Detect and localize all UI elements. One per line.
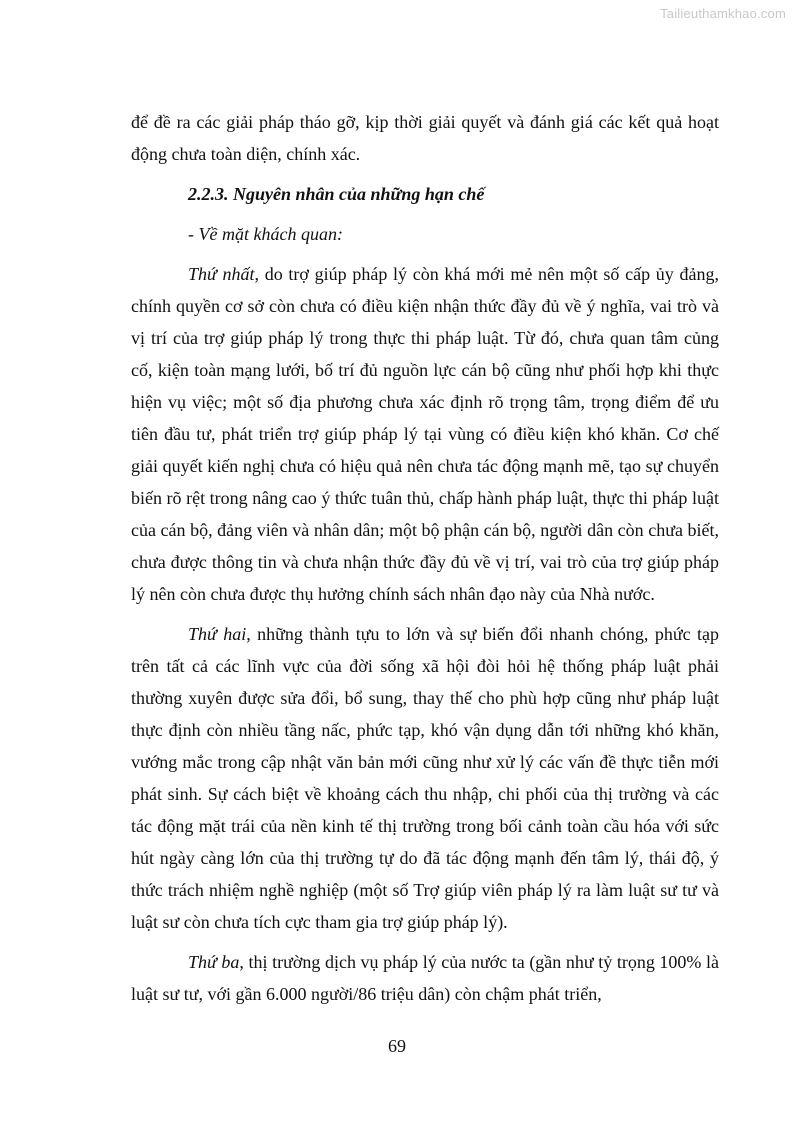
document-body [131,106,719,1018]
watermark: Tailieuthamkhao.com [660,6,786,21]
paragraph-first [131,258,719,610]
continuation-paragraph: để đề ra các giải pháp tháo gỡ, kịp thời giải quyết và đánh giá các kết quả hoạt động chưa toàn diện, chính xác. [131,112,719,164]
paragraph-text: , do trợ giúp pháp lý còn khá mới mẻ nên một số cấp ủy đảng, chính quyền cơ sở còn chưa có điều kiện nhận thức đầy đủ về ý nghĩa, vai trò và vị trí của trợ giúp pháp lý trong thực thi pháp luật. Từ đó, chưa quan tâm củng cố, kiện toàn mạng lưới, bố trí đủ nguồn lực cán bộ cũng như phối hợp khi thực hiện vụ việc; một số địa phương chưa xác định rõ trọng tâm, trọng điểm để ưu tiên đầu tư, phát triển trợ giúp pháp lý tại vùng có điều kiện khó khăn. Cơ chế giải quyết kiến nghị chưa có hiệu quả nên chưa tác động mạnh mẽ, tạo sự chuyển biến rõ rệt trong nâng cao ý thức tuân thủ, chấp hành pháp luật, thực thi pháp luật của cán bộ, đảng viên và nhân dân; một bộ phận cán bộ, người dân còn chưa biết, chưa được thông tin và chưa nhận thức đầy đủ về vị trí, vai trò của trợ giúp pháp lý nên còn chưa được thụ hưởng chính sách nhân đạo này của Nhà nước. [131,264,719,604]
paragraph-third [131,946,719,1010]
section-heading: 2.2.3. Nguyên nhân của những hạn chế [188,184,485,204]
paragraph-text: , thị trường dịch vụ pháp lý của nước ta (gần như tỷ trọng 100% là luật sư tư, với gần 6.000 người/86 triệu dân) còn chậm phát triển, [131,952,719,1004]
paragraph-second [131,618,719,938]
paragraph-text: , những thành tựu to lớn và sự biến đổi nhanh chóng, phức tạp trên tất cả các lĩnh vực của đời sống xã hội đòi hỏi hệ thống pháp luật phải thường xuyên được sửa đổi, bổ sung, thay thế cho phù hợp cũng như pháp luật thực định còn nhiều tầng nấc, phức tạp, khó vận dụng dẫn tới những khó khăn, vướng mắc trong cập nhật văn bản mới cũng như xử lý các vấn đề thực tiễn mới phát sinh. Sự cách biệt về khoảng cách thu nhập, chi phối của thị trường và các tác động mặt trái của nền kinh tế thị trường trong bối cảnh toàn cầu hóa với sức hút ngày càng lớn của thị trường tự do đã tác động mạnh đến tâm lý, thái độ, ý thức trách nhiệm nghề nghiệp (một số Trợ giúp viên pháp lý ra làm luật sư tư và luật sư còn chưa tích cực tham gia trợ giúp pháp lý). [131,624,719,932]
paragraph-lead: Thứ nhất [188,264,255,284]
paragraph-lead: Thứ ba [188,952,240,972]
paragraph-lead: Thứ hai [188,624,247,644]
subheading: - Về mặt khách quan: [188,224,343,244]
page-number: 69 [388,1036,406,1056]
